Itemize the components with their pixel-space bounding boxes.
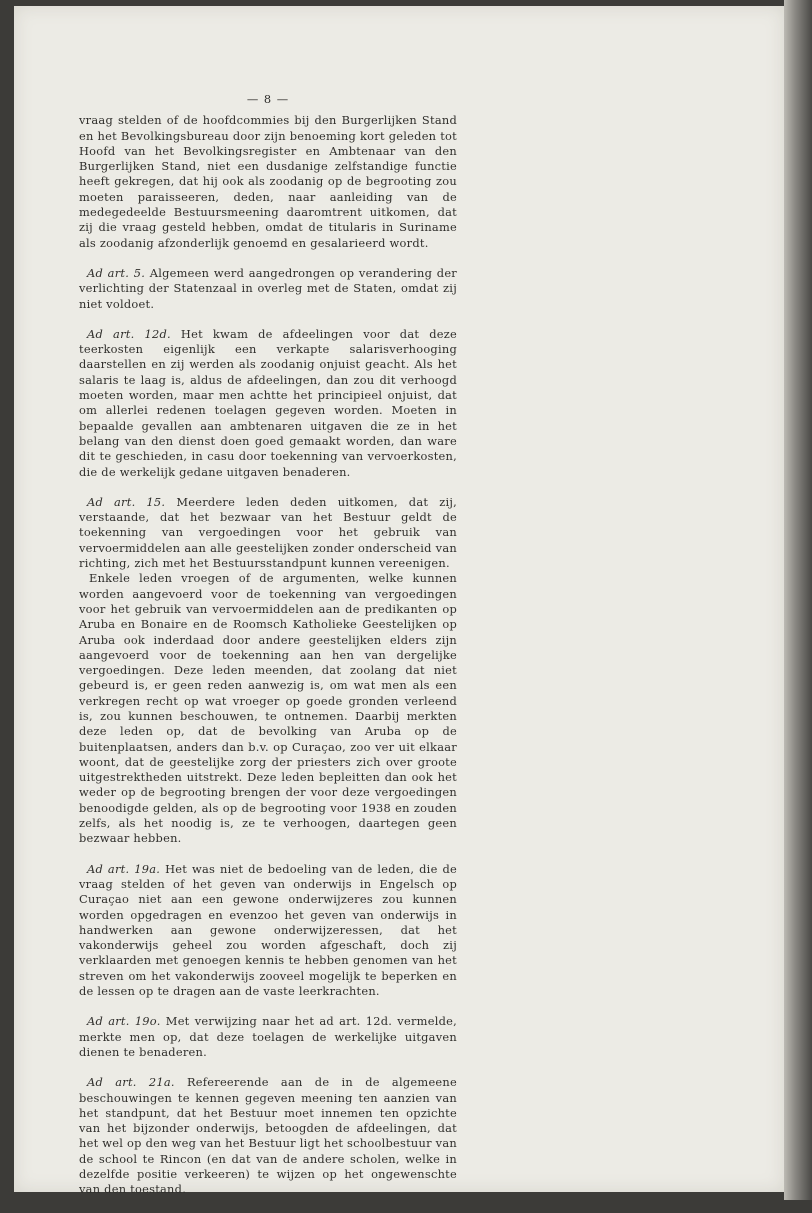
article-reference: Ad art. 21a.	[87, 1075, 175, 1090]
binding-edge	[784, 0, 812, 1200]
paragraph-continuation	[79, 113, 457, 251]
article-reference: Ad art. 19a.	[87, 861, 161, 876]
paragraph-art-15	[79, 495, 457, 571]
paragraph-text: Meerdere leden deden uitkomen, dat zij, verstaande, dat het bezwaar van het Bestuur geldt de toekenning van vergoedingen voor het gebruik van vervoermiddelen aan alle geestelijken zonder onderscheid van richting, zich met het Bestuursstandpunt kunnen vereenigen.	[79, 494, 458, 571]
article-reference: Ad art. 15.	[87, 494, 166, 509]
paragraph-text: vraag stelden of de hoofdcommies bij den Burgerlijken Stand en het Bevolkingsbureau door zijn benoeming kort geleden tot Hoofd van het Bevolkingsregister en Ambtenaar van den Burgerlijken Stand, niet een dusdanige zelfstandige functie heeft gekregen, dat hij ook als zoodanig op de begrooting zou moeten paraisseeren, deden, naar aanleiding van de medegedeelde Bestuursmeening daaromtrent uitkomen, dat zij die vraag gesteld hebben, omdat de titularis in Suriname als zoodanig afzonderlijk genoemd en gesalarieerd wordt.	[79, 113, 457, 250]
page-number: — 8 —	[246, 92, 290, 106]
paragraph-text: Enkele leden vroegen of de argumenten, welke kunnen worden aangevoerd voor de toekenning van vergoedingen voor het gebruik van vervoermiddelen aan de predikanten op Aruba en Bonaire en de Roomsch Katholieke Geestelijken op Aruba ook inderdaad door andere geestelijken elders zijn aangevoerd voor de toekenning aan hen van dergelijke vergoedingen. Deze leden meenden, dat zoolang dat niet gebeurd is, er geen reden aanwezig is, om wat men als een verkregen recht op wat vroeger op goede gronden verleend is, zou kunnen beschouwen, te ontnemen. Daarbij merkten deze leden op, dat de bevolking van Aruba op de buitenplaatsen, anders dan b.v. op Curaçao, zoo ver uit elkaar woont, dat de geestelijke zorg der priesters zich over groote uitgestrektheden uitstrekt. Deze leden bepleitten dan ook het weder op de begrooting brengen der voor deze vergoedingen benoodigde gelden, als op de begrooting voor 1938 en zouden zelfs, als het noodig is, ze te verhoogen, daartegen geen bezwaar hebben.	[79, 571, 457, 846]
paragraph-art-12d	[79, 327, 457, 480]
article-reference: Ad art. 12d.	[87, 326, 171, 341]
paragraph-text: Het was niet de bedoeling van de leden, die de vraag stelden of het geven van onderwijs in Engelsch op Curaçao niet aan een gewone onderwijzeres zou kunnen worden opgedragen en evenzoo het geven van onderwijs in handwerken aan gewone onderwijzeressen, dat het vakonderwijs geheel zou worden afgeschaft, doch zij verklaarden met genoegen kennis te hebben genomen van het streven om het vakonderwijs zooveel mogelijk te beperken en de lessen op te dragen aan de vaste leerkrachten.	[79, 861, 458, 999]
paragraph-text: Algemeen werd aangedrongen op verandering der verlichting der Statenzaal in overleg met de Staten, omdat zij niet voldoet.	[79, 265, 458, 311]
body-text	[79, 92, 457, 1213]
paragraph-text: Het kwam de afdeelingen voor dat deze teerkosten eigenlijk een verkapte salarisverhooging daarstellen en zij werden als zoodanig onjuist geacht. Als het salaris te laag is, aldus de afdeelingen, dan zou dit verhoogd moeten worden, maar men achtte het principieel onjuist, dat om allerlei redenen toelagen gegeven worden. Moeten in bepaalde gevallen aan ambtenaren uitgaven die ze in het belang van den dienst doen goed gemaakt worden, dan ware dit te geschieden, in casu door toekenning van vervoerkosten, die de werkelijk gedane uitgaven benaderen.	[79, 326, 457, 479]
article-reference: Ad art. 19o.	[87, 1014, 161, 1029]
paragraph-art-5	[79, 266, 457, 312]
paragraph-art-21a	[79, 1075, 457, 1197]
paragraph-art-15-continued	[79, 571, 457, 846]
paragraph-text: Met verwijzing naar het ad art. 12d. vermelde, merkte men op, dat deze toelagen de werkelijke uitgaven dienen te benaderen.	[79, 1014, 458, 1059]
paragraph-art-19o	[79, 1014, 457, 1060]
article-reference: Ad art. 5.	[87, 265, 146, 280]
paragraph-art-19a	[79, 862, 457, 1000]
paragraph-text: Refereerende aan de in de algemeene beschouwingen te kennen gegeven meening ten aanzien van het standpunt, dat het Bestuur moet innemen ten opzichte van het bijzonder onderwijs, betoogden de afdeelingen, dat het wel op den weg van het Bestuur ligt het schoolbestuur van de school te Rincon (en dat van de andere scholen, welke in dezelfde positie verkeeren) te wijzen op het ongewenschte van den toestand.	[79, 1075, 457, 1197]
